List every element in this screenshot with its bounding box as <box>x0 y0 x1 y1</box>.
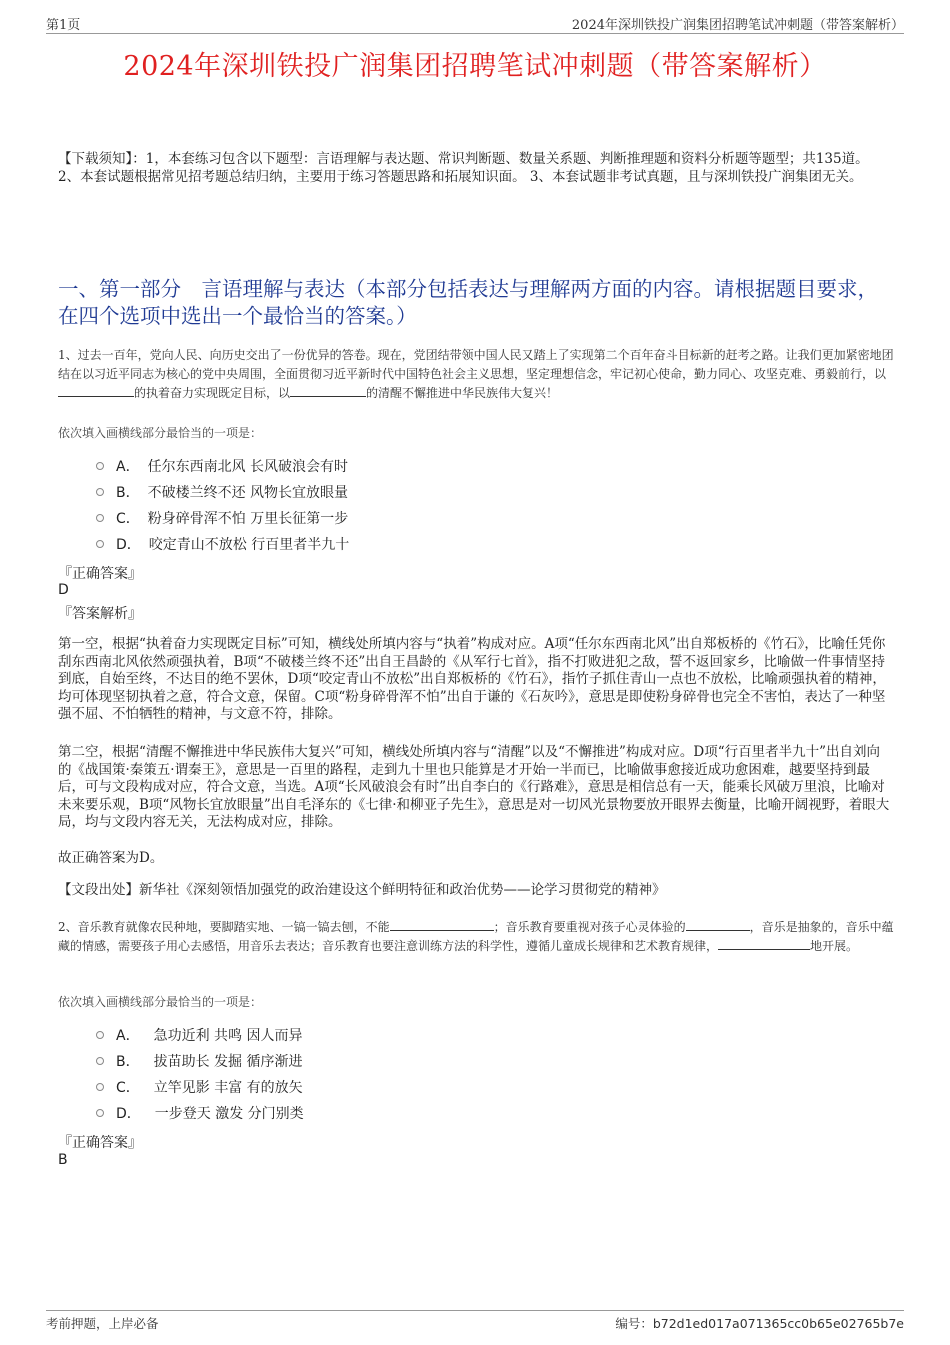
radio-icon[interactable] <box>96 1083 104 1091</box>
header-divider <box>46 33 904 34</box>
fill-blank <box>390 918 494 931</box>
section-title: 一、第一部分 言语理解与表达（本部分包括表达与理解两方面的内容。请根据题目要求，在四个选项中选出一个最恰当的答案。） <box>58 277 878 328</box>
header-doc-title: 2024年深圳铁投广润集团招聘笔试冲刺题（带答案解析） <box>571 18 904 33</box>
download-notice: 【下载须知】：1，本套练习包含以下题型：言语理解与表达题、常识判断题、数量关系题、判断推理题和资料分析题等题型；共135道。 2、本套试题根据常见招考题总结归纳，主要用于练习答题思路和拓展知识面。 3、本套试题非考试真题，且与深圳铁投广润集团无关。 <box>58 151 869 185</box>
question-1-prompt: 依次填入画横线部分最恰当的一项是： <box>58 426 263 440</box>
page-number: 第1页 <box>46 18 81 33</box>
option-a[interactable]: A． 任尔东西南北风 长风破浪会有时 <box>96 453 349 479</box>
analysis-paragraph-1: 第一空，根据“执着奋力实现既定目标”可知，横线处所填内容与“执着”构成对应。A项“任尔东西南北风”出自郑板桥的《竹石》，比喻任凭你刮东西南北风依然顽强执着，B项“不破楼兰终不还”出自王昌龄的《从军行七首》，指不打败进犯之敌，誓不返回家乡，比喻做一件事情坚持到底，自始至终，不达目的绝不罢休，D项“咬定青山不放松”出自郑板桥的《竹石》，指竹子抓住青山一点也不放松，比喻顽强执着的精神，均可体现坚韧执着之意，符合文意，保留。C项“粉身碎骨浑不怕”出自于谦的《石灰吟》，意思是即使粉身碎骨也完全不害怕，表达了一种坚强不屈、不怕牺牲的精神，与文意不符，排除。 <box>58 636 886 722</box>
question-2-options <box>96 1022 304 1126</box>
question-2-text: 2、音乐教育就像农民种地，要脚踏实地、一镐一镐去刨，不能 ；音乐教育要重视对孩子心灵体验的 ，音乐是抽象的，音乐中蕴藏的情感，需要孩子用心去感悟，用音乐去表达；音乐教育也要注意训练方法的科学性，遵循儿童成长规律和艺术教育规律， 地开展。 <box>58 920 894 953</box>
radio-icon[interactable] <box>96 488 104 496</box>
fill-blank <box>58 384 134 397</box>
radio-icon[interactable] <box>96 1031 104 1039</box>
analysis-label: 『答案解析』 <box>58 606 142 622</box>
radio-icon[interactable] <box>96 540 104 548</box>
analysis-conclusion: 故正确答案为D。 <box>58 850 164 866</box>
answer-value: B <box>58 1152 68 1168</box>
option-d[interactable]: D． 咬定青山不放松 行百里者半九十 <box>96 531 349 557</box>
footer-divider <box>46 1310 904 1311</box>
footer-code: 编号：b72d1ed017a071365cc0b65e02765b7e <box>615 1316 904 1331</box>
question-1-options <box>96 453 349 557</box>
question-2-prompt: 依次填入画横线部分最恰当的一项是： <box>58 995 263 1009</box>
option-b[interactable]: B． 拔苗助长 发掘 循序渐进 <box>96 1048 304 1074</box>
question-1-text: 1、过去一百年，党向人民、向历史交出了一份优异的答卷。现在，党团结带领中国人民又踏上了实现第二个百年奋斗目标新的赶考之路。让我们更加紧密地团结在以习近平同志为核心的党中央周围，全面贯彻习近平新时代中国特色社会主义思想，坚定理想信念，牢记初心使命，勤力同心、攻坚克难、勇毅前行，以的执着奋力实现既定目标，以 的清醒不懈推进中华民族伟大复兴！ <box>58 348 894 400</box>
radio-icon[interactable] <box>96 1109 104 1117</box>
radio-icon[interactable] <box>96 514 104 522</box>
option-c[interactable]: C． 立竿见影 丰富 有的放矢 <box>96 1074 304 1100</box>
fill-blank <box>686 918 750 931</box>
footer-slogan: 考前押题，上岸必备 <box>46 1316 159 1331</box>
radio-icon[interactable] <box>96 462 104 470</box>
answer-label: 『正确答案』 <box>58 1135 142 1151</box>
fill-blank <box>290 384 366 397</box>
option-a[interactable]: A． 急功近利 共鸣 因人而异 <box>96 1022 304 1048</box>
option-d[interactable]: D． 一步登天 激发 分门别类 <box>96 1100 304 1126</box>
analysis-paragraph-2: 第二空，根据“清醒不懈推进中华民族伟大复兴”可知，横线处所填内容与“清醒”以及“不懈推进”构成对应。D项“行百里者半九十”出自刘向的《战国策·秦策五·谓秦王》，意思是一百里的路程，走到九十里也只能算是才开始一半而已，比喻做事愈接近成功愈困难，越要坚持到最后，可与文段构成对应，符合文意，当选。A项“长风破浪会有时”出自李白的《行路难》，意思是相信总有一天，能乘长风破万里浪，比喻对未来要乐观，B项“风物长宜放眼量”出自毛泽东的《七律·和柳亚子先生》，意思是对一切风光景物要放开眼界去衡量，比喻开阔视野，着眼大局，均与文段内容无关，无法构成对应，排除。 <box>58 744 890 830</box>
radio-icon[interactable] <box>96 1057 104 1065</box>
document-title: 2024年深圳铁投广润集团招聘笔试冲刺题（带答案解析） <box>123 51 827 82</box>
source-citation: 【文段出处】新华社《深刻领悟加强党的政治建设这个鲜明特征和政治优势——论学习贯彻党的精神》 <box>58 882 666 898</box>
option-c[interactable]: C． 粉身碎骨浑不怕 万里长征第一步 <box>96 505 349 531</box>
answer-label: 『正确答案』 <box>58 566 142 582</box>
option-b[interactable]: B． 不破楼兰终不还 风物长宜放眼量 <box>96 479 349 505</box>
answer-value: D <box>58 582 69 598</box>
fill-blank <box>718 937 810 950</box>
